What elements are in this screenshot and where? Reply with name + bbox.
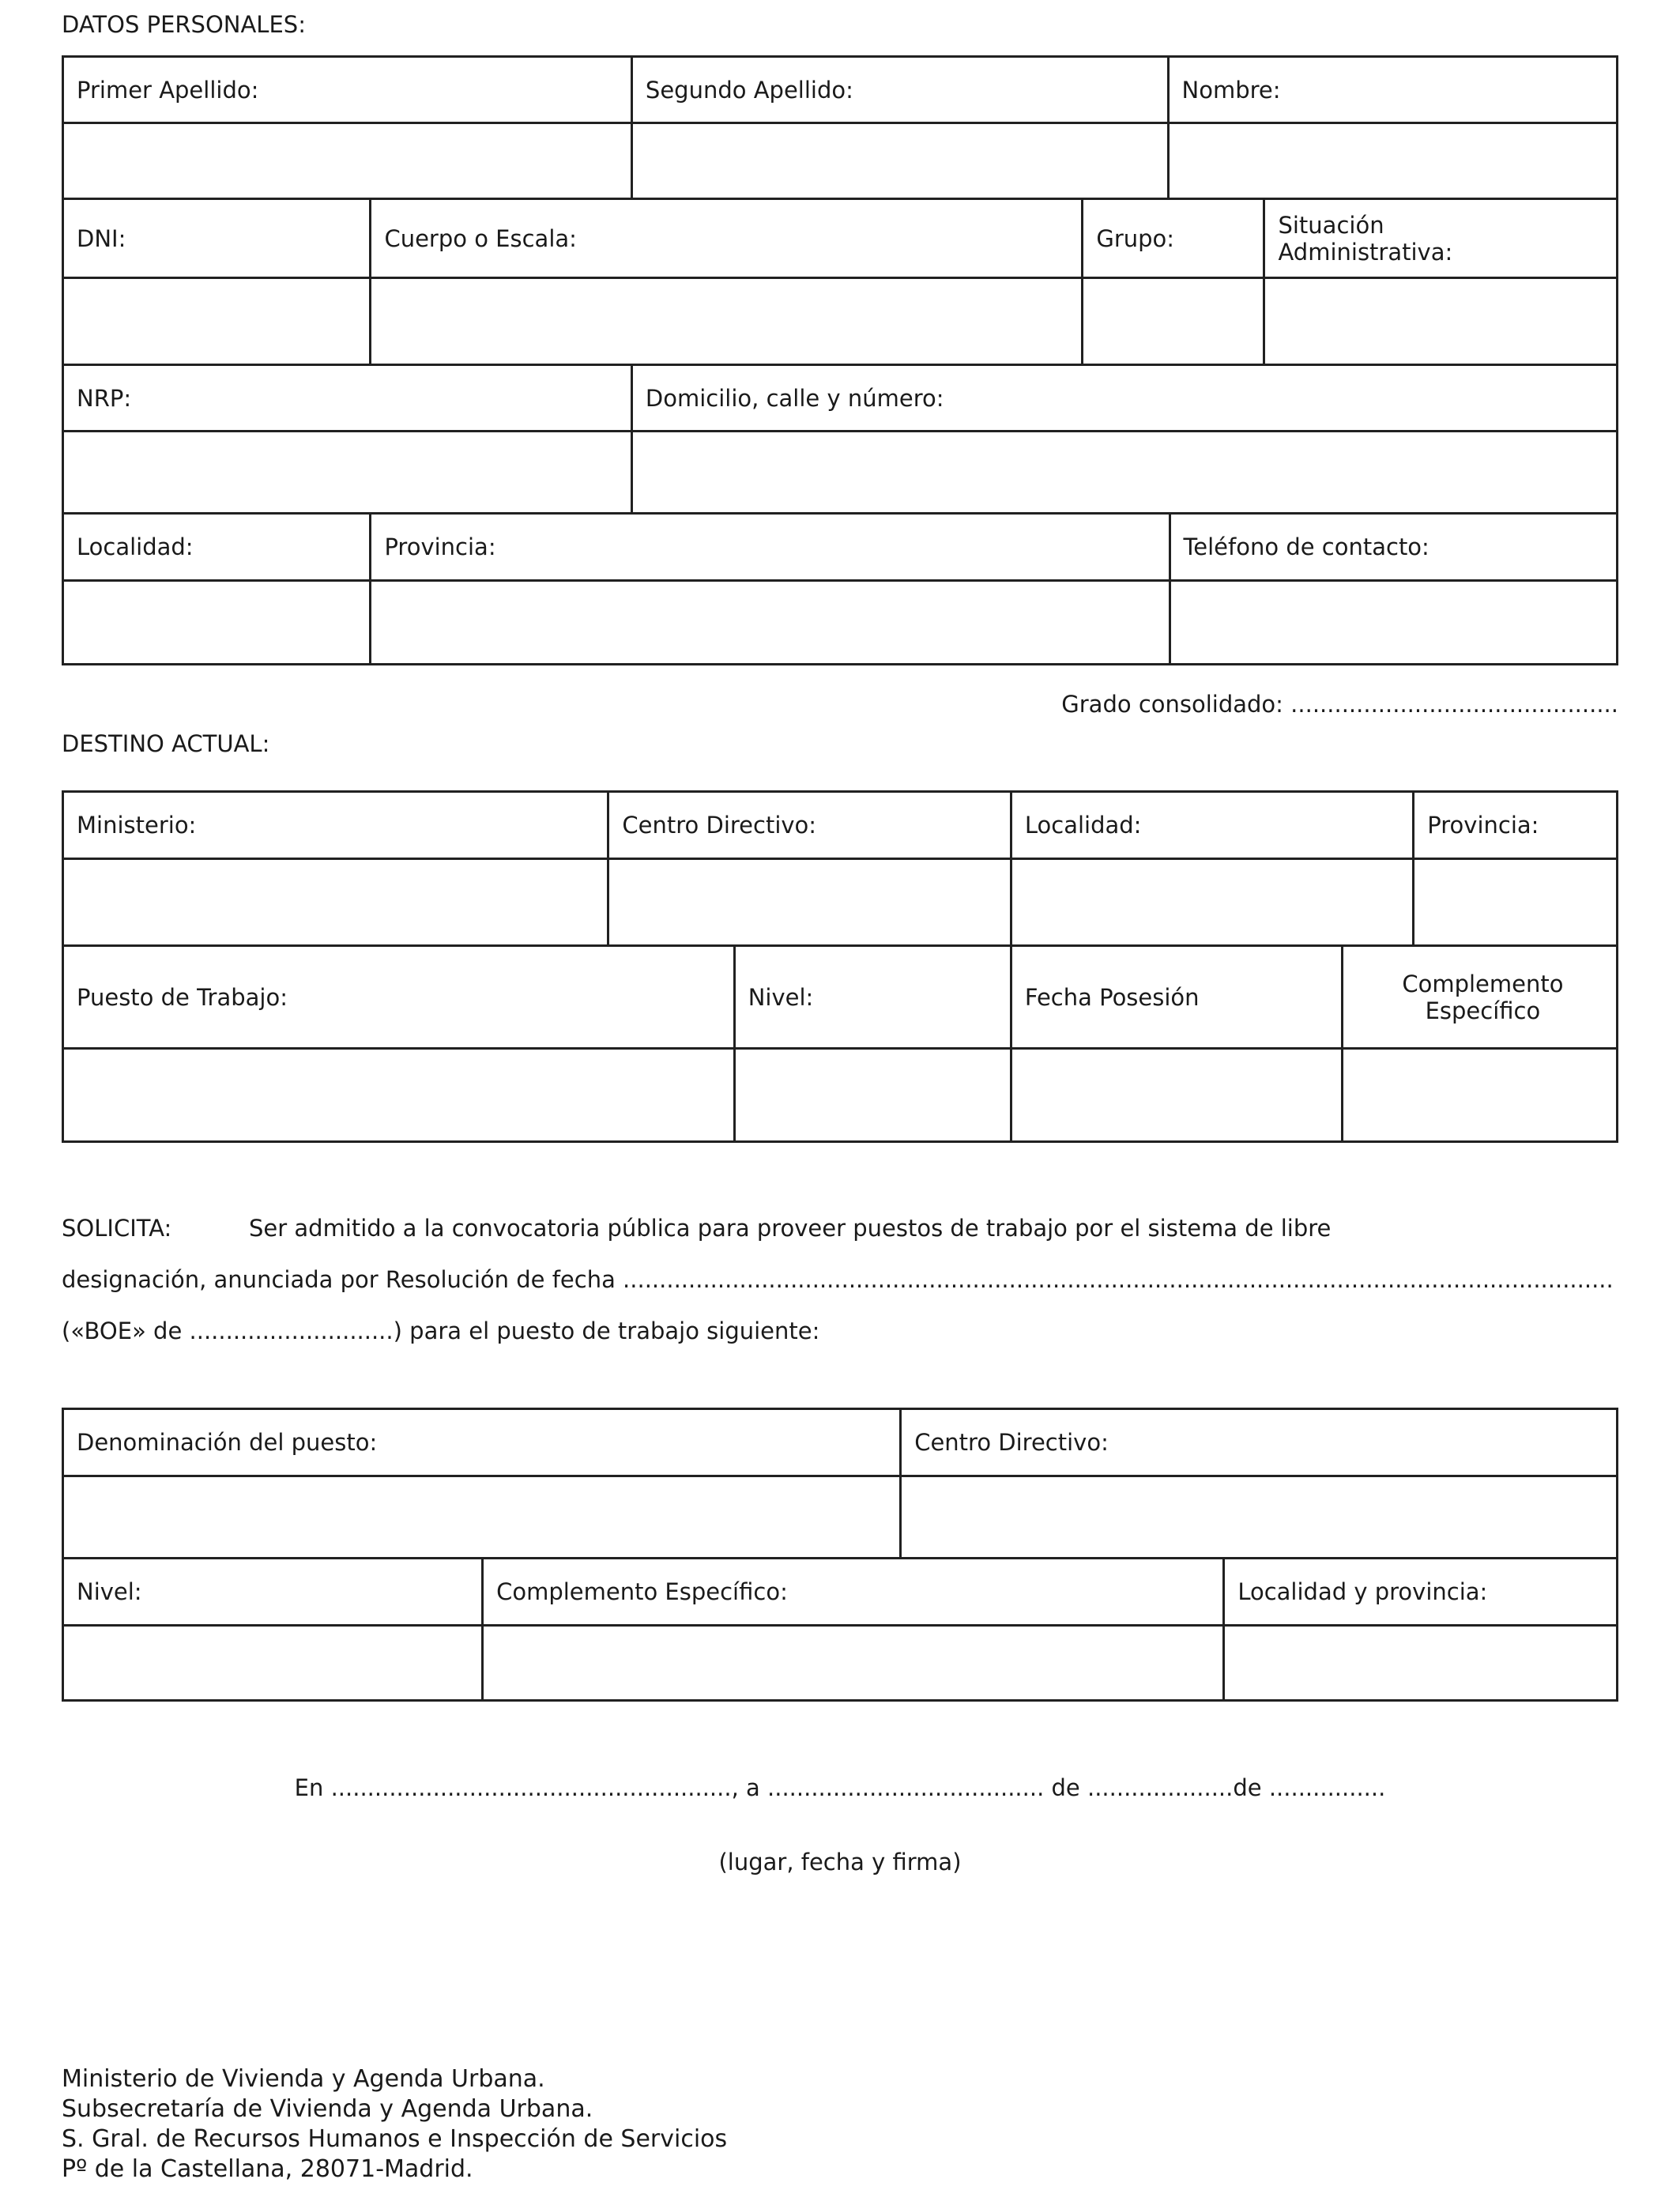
input-cuerpo-escala[interactable] (371, 278, 1083, 365)
label-provincia-destino: Provincia: (1414, 792, 1618, 859)
input-ministerio[interactable] (63, 859, 608, 946)
input-localidad[interactable] (63, 581, 371, 665)
solicita-text-1: Ser admitido a la convocatoria pública para proveer puestos de trabajo por el sistema de libre (249, 1215, 1332, 1242)
input-telefono[interactable] (1170, 581, 1618, 665)
input-centro-directivo-solicitado[interactable] (901, 1476, 1618, 1559)
input-localidad-provincia-solicitada[interactable] (1224, 1626, 1618, 1701)
footer-line-subsecretaria: Subsecretaría de Vivienda y Agenda Urbana. (62, 2095, 593, 2123)
destino-actual-title: DESTINO ACTUAL: (62, 730, 270, 757)
label-nombre: Nombre: (1168, 57, 1617, 123)
label-complemento-especifico-solicitado: Complemento Específico: (483, 1559, 1224, 1626)
label-provincia: Provincia: (371, 514, 1170, 581)
input-fecha-posesion[interactable] (1011, 1049, 1342, 1142)
label-ministerio: Ministerio: (63, 792, 608, 859)
label-denominacion-puesto: Denominación del puesto: (63, 1409, 901, 1476)
label-segundo-apellido: Segundo Apellido: (631, 57, 1168, 123)
input-grupo[interactable] (1083, 278, 1264, 365)
label-complemento-especifico-actual (1342, 946, 1617, 1049)
label-localidad-destino: Localidad: (1011, 792, 1413, 859)
solicita-line-1 (62, 1203, 1618, 1254)
input-domicilio[interactable] (631, 432, 1617, 514)
grado-consolidado-line: Grado consolidado: ............................................. (1061, 691, 1618, 718)
label-primer-apellido: Primer Apellido: (63, 57, 632, 123)
input-centro-directivo-actual[interactable] (608, 859, 1011, 946)
solicita-label: SOLICITA: (62, 1215, 172, 1242)
input-segundo-apellido[interactable] (631, 123, 1168, 199)
input-nivel-solicitado[interactable] (63, 1626, 483, 1701)
footer-line-direccion: Pº de la Castellana, 28071-Madrid. (62, 2155, 473, 2183)
label-centro-directivo-actual: Centro Directivo: (608, 792, 1011, 859)
destino-actual-table (62, 790, 1618, 1143)
datos-personales-table (62, 55, 1618, 665)
solicita-line-2: designación, anunciada por Resolución de fecha ........................................................................................................................................ (62, 1266, 1614, 1293)
footer-line-sgral: S. Gral. de Recursos Humanos e Inspección de Servicios (62, 2125, 728, 2153)
label-nivel-solicitado: Nivel: (63, 1559, 483, 1626)
fecha-line: En ......................................................., a ...................................... de ....................de ................ (294, 1774, 1386, 1801)
input-primer-apellido[interactable] (63, 123, 632, 199)
label-centro-directivo-solicitado: Centro Directivo: (901, 1409, 1618, 1476)
label-situacion-administrativa (1264, 199, 1618, 278)
datos-personales-title: DATOS PERSONALES: (62, 11, 306, 38)
label-puesto-trabajo: Puesto de Trabajo: (63, 946, 735, 1049)
input-provincia[interactable] (371, 581, 1170, 665)
input-localidad-destino[interactable] (1011, 859, 1413, 946)
label-nivel-actual: Nivel: (734, 946, 1011, 1049)
label-domicilio: Domicilio, calle y número: (631, 365, 1617, 432)
solicita-paragraph (62, 1203, 1618, 1357)
label-cuerpo-escala: Cuerpo o Escala: (371, 199, 1083, 278)
label-grupo: Grupo: (1083, 199, 1264, 278)
label-nrp: NRP: (63, 365, 632, 432)
label-dni: DNI: (63, 199, 371, 278)
label-fecha-posesion: Fecha Posesión (1011, 946, 1342, 1049)
input-complemento-especifico-actual[interactable] (1342, 1049, 1617, 1142)
footer-address (62, 2064, 727, 2185)
input-complemento-especifico-solicitado[interactable] (483, 1626, 1224, 1701)
input-dni[interactable] (63, 278, 371, 365)
input-nivel-actual[interactable] (734, 1049, 1011, 1142)
label-localidad-provincia-solicitada: Localidad y provincia: (1224, 1559, 1618, 1626)
input-situacion-administrativa[interactable] (1264, 278, 1618, 365)
input-nombre[interactable] (1168, 123, 1617, 199)
lugar-fecha-firma-line: (lugar, fecha y firma) (718, 1849, 962, 1875)
puesto-solicitado-table (62, 1408, 1618, 1702)
label-localidad: Localidad: (63, 514, 371, 581)
label-telefono: Teléfono de contacto: (1170, 514, 1618, 581)
footer-line-ministerio: Ministerio de Vivienda y Agenda Urbana. (62, 2065, 545, 2093)
input-denominacion-puesto[interactable] (63, 1476, 901, 1559)
label-complemento-especifico-actual-text: Complemento Específico (1402, 970, 1564, 1024)
solicita-line-3: («BOE» de ............................) para el puesto de trabajo siguiente: (62, 1318, 820, 1344)
input-nrp[interactable] (63, 432, 632, 514)
label-situacion-administrativa-text: Situación Administrativa: (1278, 211, 1453, 266)
input-puesto-trabajo[interactable] (63, 1049, 735, 1142)
input-provincia-destino[interactable] (1414, 859, 1618, 946)
